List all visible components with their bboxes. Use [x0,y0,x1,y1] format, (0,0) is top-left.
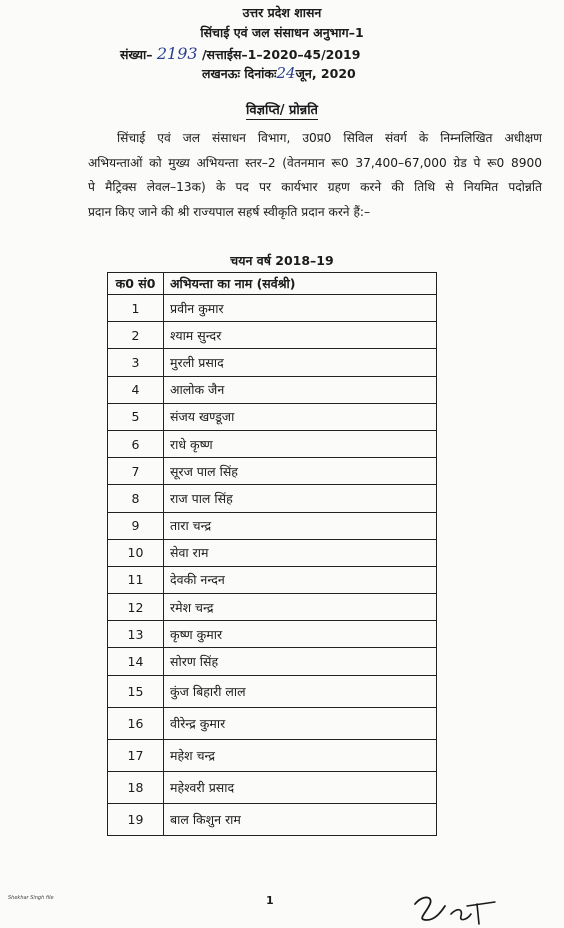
notification-title [0,100,564,118]
table-row [108,376,437,403]
table-row [108,485,437,512]
table-row [108,566,437,593]
footer-file-note: Shekhar Singh file [8,895,54,901]
engineer-name-cell: बाल किशुन राम [164,803,437,835]
notification-body [88,126,542,224]
engineer-name-cell: महेश्वरी प्रसाद [164,771,437,803]
table-row [108,594,437,621]
engineer-name-cell: संजय खण्डूजा [164,403,437,430]
table-row [108,322,437,349]
engineer-name-cell: प्रवीन कुमार [164,295,437,322]
place-date-line [202,64,356,82]
serial-number-cell: 17 [108,739,164,771]
engineer-name-cell: सोरण सिंह [164,648,437,675]
serial-number-cell: 15 [108,675,164,707]
engineer-name-cell: राज पाल सिंह [164,485,437,512]
department-heading: सिंचाई एवं जल संसाधन अनुभाग–1 [200,25,364,40]
serial-number-cell: 19 [108,803,164,835]
serial-number-cell: 8 [108,485,164,512]
letter-number-suffix: /सत्ताईस–1–2020–45/2019 [201,47,361,62]
table-row [108,621,437,648]
serial-number-cell: 10 [108,539,164,566]
table-row [108,707,437,739]
table-row [108,739,437,771]
engineer-name-cell: आलोक जैन [164,376,437,403]
engineer-name-cell: कृष्ण कुमार [164,621,437,648]
engineer-name-cell: महेश चन्द्र [164,739,437,771]
engineer-name-cell: वीरेन्द्र कुमार [164,707,437,739]
engineer-name-cell: कुंज बिहारी लाल [164,675,437,707]
table-row [108,512,437,539]
table-row [108,430,437,457]
selection-year-heading: चयन वर्ष 2018–19 [230,253,334,268]
government-heading: उत्तर प्रदेश शासन [242,5,322,20]
serial-number-cell: 18 [108,771,164,803]
table-row [108,458,437,485]
table-row [108,648,437,675]
handwritten-signature [405,890,555,928]
engineer-name-header: अभियन्ता का नाम (सर्वश्री) [164,273,437,295]
body-line: अभियन्ताओं को मुख्य अभियन्ता स्तर–2 (वेतनमान रू0 37,400–67,000 ग्रेड पे रू0 8900 [88,155,542,170]
table-row [108,539,437,566]
serial-number-cell: 2 [108,322,164,349]
table-row [108,675,437,707]
engineer-name-cell: श्याम सुन्दर [164,322,437,349]
engineer-name-cell: तारा चन्द्र [164,512,437,539]
body-line: प्रदान किए जाने की श्री राज्यपाल सहर्ष स्वीकृति प्रदान करने हैं:– [88,204,371,219]
serial-number-header: क0 सं0 [108,273,164,295]
table-row [108,295,437,322]
body-line: सिंचाई एवं जल संसाधन विभाग, उ0प्र0 सिविल संवर्ग के निम्नलिखित अधीक्षण [117,131,542,145]
engineer-name-cell: सूरज पाल सिंह [164,458,437,485]
serial-number-cell: 5 [108,403,164,430]
serial-number-cell: 9 [108,512,164,539]
serial-number-cell: 11 [108,566,164,593]
table-row [108,349,437,376]
table-row [108,803,437,835]
promotion-table [107,272,437,836]
serial-number-cell: 13 [108,621,164,648]
date-month-year: जून, 2020 [295,66,356,81]
table-row [108,771,437,803]
table-row [108,403,437,430]
letter-number-line [120,44,360,63]
serial-number-cell: 4 [108,376,164,403]
date-day-handwritten: 24 [276,64,296,82]
engineer-name-cell: सेवा राम [164,539,437,566]
page-number: 1 [266,894,274,907]
notification-title-text: विज्ञप्ति/ प्रोन्नति [246,103,318,118]
letter-number-handwritten: 2193 [156,44,198,63]
table-header-row [108,273,437,295]
engineer-name-cell: रमेश चन्द्र [164,594,437,621]
letter-number-prefix: संख्या– [120,47,153,62]
serial-number-cell: 7 [108,458,164,485]
engineer-name-cell: देवकी नन्दन [164,566,437,593]
serial-number-cell: 3 [108,349,164,376]
serial-number-cell: 14 [108,648,164,675]
serial-number-cell: 6 [108,430,164,457]
serial-number-cell: 1 [108,295,164,322]
serial-number-cell: 16 [108,707,164,739]
engineer-name-cell: राधे कृष्ण [164,430,437,457]
serial-number-cell: 12 [108,594,164,621]
body-line: पे मैट्रिक्स लेवल–13क) के पद पर कार्यभार ग्रहण करने की तिथि से नियमित पदोन्नति [88,180,542,194]
place-date-prefix: लखनऊः दिनांकः [202,66,277,81]
engineer-name-cell: मुरली प्रसाद [164,349,437,376]
